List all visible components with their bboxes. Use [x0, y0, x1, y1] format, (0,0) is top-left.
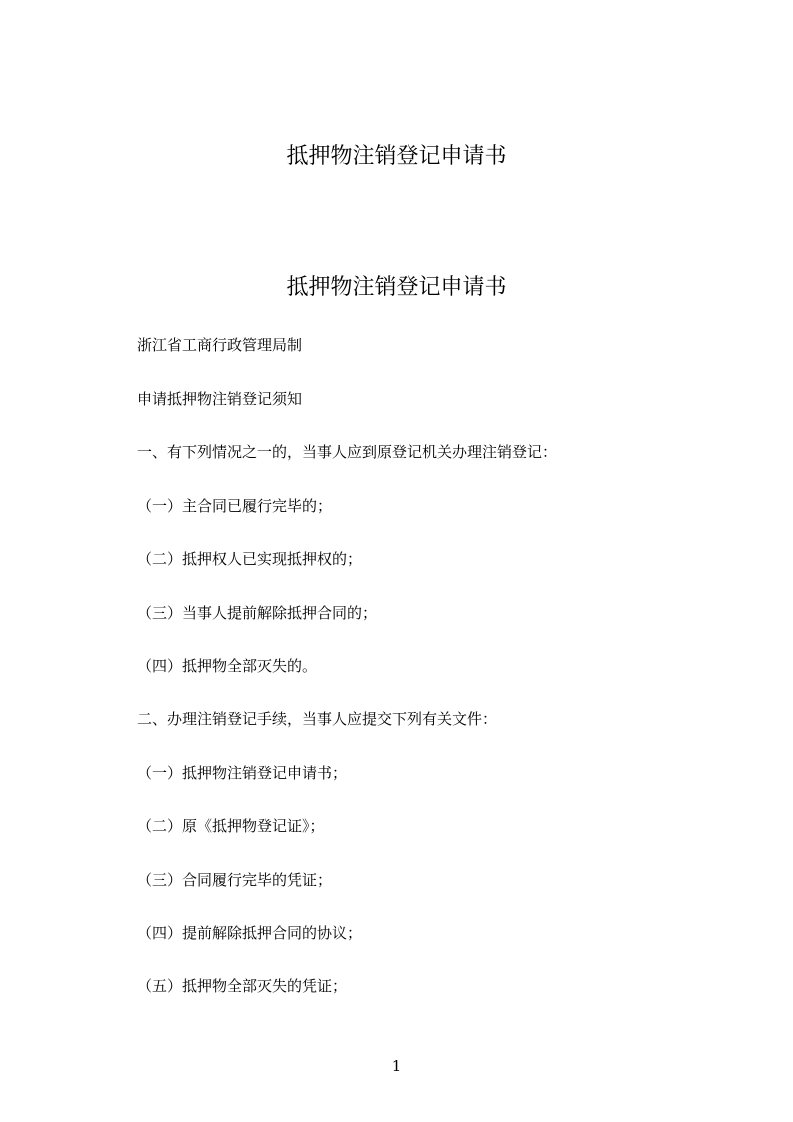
- notice-heading: 申请抵押物注销登记须知: [137, 390, 303, 408]
- section2-item: （三）合同履行完毕的凭证；: [137, 871, 333, 889]
- document-title-main: 抵押物注销登记申请书: [286, 275, 507, 300]
- section2-item: （四）提前解除抵押合同的协议；: [137, 924, 363, 942]
- section1-item: （二）抵押权人已实现抵押权的；: [137, 550, 363, 568]
- section2-item: （二）原《抵押物登记证》；: [137, 817, 325, 835]
- section1-item: （三）当事人提前解除抵押合同的；: [137, 604, 378, 622]
- section2-heading: 二、办理注销登记手续，当事人应提交下列有关文件：: [137, 710, 498, 728]
- document-title-top: 抵押物注销登记申请书: [286, 144, 507, 169]
- section1-heading: 一、有下列情况之一的，当事人应到原登记机关办理注销登记：: [137, 443, 558, 461]
- issuer-line: 浙江省工商行政管理局制: [137, 336, 303, 354]
- section2-item: （一）抵押物注销登记申请书；: [137, 764, 348, 782]
- section2-item: （五）抵押物全部灭失的凭证；: [137, 977, 348, 995]
- page-number: 1: [391, 1057, 402, 1075]
- section1-item: （一）主合同已履行完毕的；: [137, 497, 333, 515]
- section1-item: （四）抵押物全部灭失的。: [137, 657, 318, 675]
